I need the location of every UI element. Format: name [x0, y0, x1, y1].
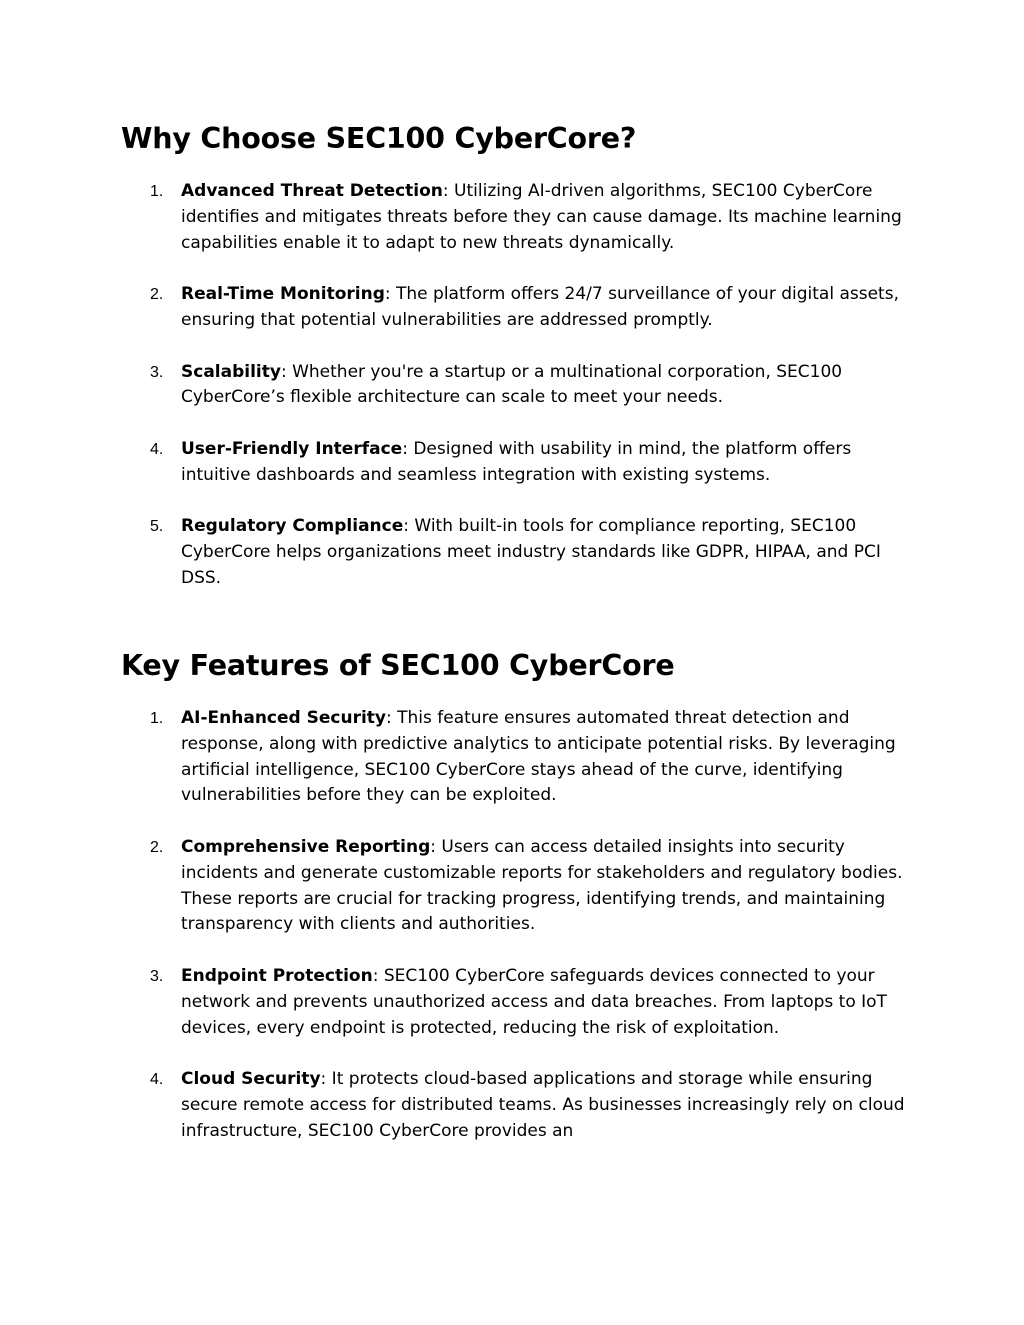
list-item-number: 4.	[150, 440, 164, 458]
list-item-term: Regulatory Compliance	[181, 516, 404, 537]
list-item-number: 2.	[150, 838, 164, 856]
list-item-text: : This feature ensures automated threat detection and response, along with predictive analytics to anticipate potential risks. By leveraging artificial intelligence, SEC100 CyberCore stays ahead of the curve, identifying vulnerabilities before they can be exploited.	[181, 708, 896, 806]
list-item-number: 5.	[150, 518, 164, 536]
list-item-term: Cloud Security	[181, 1069, 321, 1090]
list-item-number: 3.	[150, 967, 164, 985]
list-item-text: : Users can access detailed insights into security incidents and generate customizable reports for stakeholders and regulatory bodies. These reports are crucial for tracking progress, identifying trends, and maintaining transparency with clients and authorities.	[181, 836, 903, 935]
list-item	[148, 514, 918, 591]
list-item-term: AI-Enhanced Security	[181, 708, 386, 728]
list-item	[148, 964, 918, 1041]
list-item	[148, 1067, 918, 1144]
list-item-text: : Utilizing AI-driven algorithms, SEC100 CyberCore identifies and mitigates threats before they can cause damage. Its machine learning capabilities enable it to adapt to new threats dynamically.	[181, 181, 902, 253]
list-item-text: : With built-in tools for compliance reporting, SEC100 CyberCore helps organizations meet industry standards like GDPR, HIPAA, and PCI DSS.	[181, 516, 881, 588]
list-item-number: 3.	[150, 363, 164, 381]
list-item-term: Real-Time Monitoring	[181, 284, 385, 305]
list-item	[148, 179, 918, 256]
list-item-term: Advanced Threat Detection	[181, 181, 443, 201]
list-item-term: User-Friendly Interface	[181, 438, 403, 459]
list-item	[148, 282, 918, 334]
list-item	[148, 706, 918, 809]
section-heading-why-choose: Why Choose SEC100 CyberCore?	[121, 122, 637, 155]
list-item-number: 2.	[150, 286, 164, 304]
list-item-text: : The platform offers 24/7 surveillance of your digital assets, ensuring that potential vulnerabilities are addressed promptly.	[181, 284, 899, 330]
list-item-text: : SEC100 CyberCore safeguards devices connected to your network and prevents unauthorized access and data breaches. From laptops to IoT devices, every endpoint is protected, reducing the risk of exploitation.	[181, 965, 887, 1038]
list-item	[148, 437, 918, 489]
list-item-text: : Designed with usability in mind, the platform offers intuitive dashboards and seamless integration with existing systems.	[181, 438, 852, 485]
why-choose-list	[148, 179, 918, 592]
key-features-list	[148, 706, 918, 1145]
list-item-text: : It protects cloud-based applications and storage while ensuring secure remote access for distributed teams. As businesses increasingly rely on cloud infrastructure, SEC100 CyberCore provides an	[181, 1069, 905, 1141]
list-item-number: 1.	[150, 183, 164, 200]
list-item-term: Endpoint Protection	[181, 965, 373, 986]
list-item-number: 4.	[150, 1071, 164, 1089]
list-item-term: Comprehensive Reporting	[181, 836, 431, 857]
list-item-term: Scalability	[181, 361, 281, 382]
list-item-text: : Whether you're a startup or a multinational corporation, SEC100 CyberCore’s flexible architecture can scale to meet your needs.	[181, 361, 843, 408]
list-item-number: 1.	[150, 710, 164, 727]
list-item	[148, 360, 918, 412]
section-heading-key-features: Key Features of SEC100 CyberCore	[121, 649, 675, 682]
list-item	[148, 835, 918, 938]
